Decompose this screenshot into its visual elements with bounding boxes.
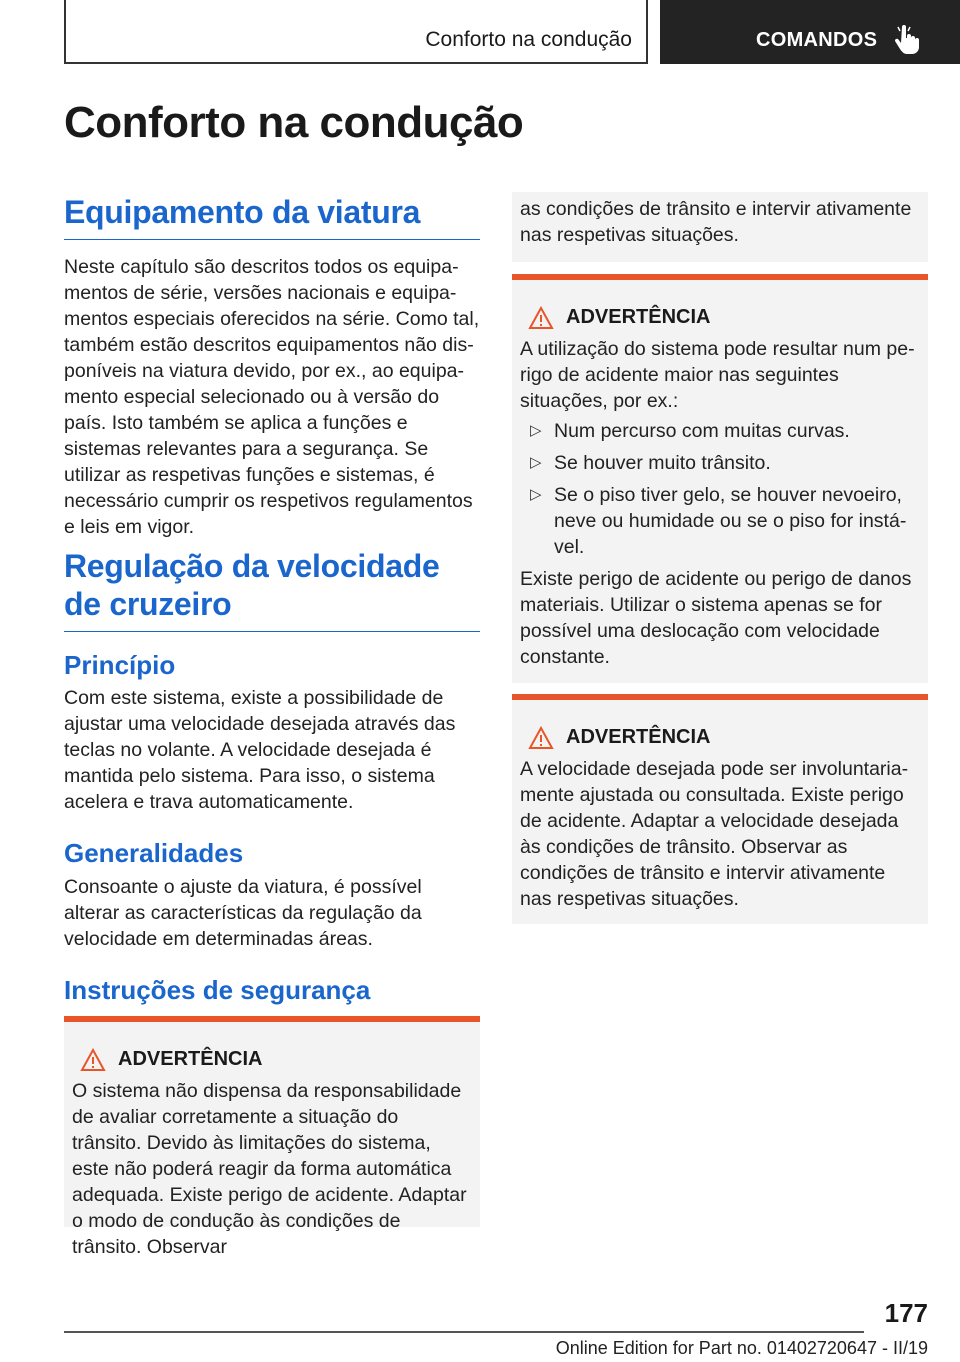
list-item-text: Se houver muito trânsito.	[554, 452, 771, 474]
warning-text: A velocidade desejada pode ser involuntariamente ajustada ou consultada. Existe perigo de acidente. Adaptar a velocidade desejada às condições de trânsito. Observar as condições de trânsito e intervir ativamente nas respetivas situações.	[520, 758, 909, 910]
warning-header	[520, 722, 920, 756]
list-item-text: Se o piso tiver gelo, se houver nevoeiro, neve ou humidade ou se o piso for instável.	[554, 484, 907, 558]
warning-outro-text: Existe perigo de acidente ou perigo de danos materiais. Utilizar o sistema apenas se for possível uma deslocação com velocidade constante.	[520, 568, 912, 668]
header-chapter-label: COMANDOS	[756, 29, 878, 51]
paragraph-generalidades: Consoante o ajuste da viatura, é possível alterar as características da regulação da velocidade em determinadas áreas.	[64, 876, 422, 950]
warning-title: ADVERTÊNCIA	[118, 1048, 263, 1070]
header-section-title: Conforto na condução	[425, 28, 632, 51]
page-title: Conforto na condução	[64, 98, 524, 147]
heading-equipamento: Equipamento da viatura	[64, 193, 480, 240]
warning-continuation-text: as condições de trânsito e intervir ativamente nas respetivas situações.	[520, 198, 912, 246]
footer-edition-text: Online Edition for Part no. 01402720647 - II/19	[555, 1338, 928, 1358]
warning-triangle-icon	[528, 726, 554, 750]
header-section-box	[64, 0, 648, 64]
triangle-right-bullet-icon: ▷	[530, 454, 542, 471]
list-item	[520, 482, 920, 560]
paragraph-principio: Com este sistema, existe a possibilidade de ajustar uma velocidade desejada através das teclas no volante. A velocidade desejada é mantida pelo sistema. Para isso, o sistema acelera e trava automaticamente.	[64, 687, 456, 813]
heading-instrucoes-seguranca: Instruções de segurança	[64, 975, 371, 1005]
warning-triangle-icon	[80, 1048, 106, 1072]
warning-continuation-box	[512, 192, 928, 262]
page-number: 177	[884, 1298, 928, 1328]
paragraph-equipamento: Neste capítulo são descritos todos os equipamentos de série, versões nacionais e equipamentos especiais oferecidos na série. Como tal, também estão descritos equipamentos não disponíveis na viatura devido, por ex., ao equipamento especial selecionado ou à versão do país. Isto também se aplica a funções e sistemas relevantes para a segurança. Se utilizar as respetivas funções e sistemas, é necessário cumprir os respetivos regulamentos e leis em vigor.	[64, 256, 480, 538]
header-chapter-tab	[660, 0, 960, 64]
hand-pointer-icon	[894, 25, 920, 55]
warning-box-3	[512, 694, 928, 924]
warning-text: O sistema não dispensa da responsabilidade de avaliar corretamente a situação do trânsito. Devido às limitações do sistema, este não poderá reagir da forma automática adequada. Existe perigo de acidente. Adaptar o modo de condução às condições de trânsito. Observar	[72, 1080, 467, 1258]
warning-box-1	[64, 1016, 480, 1258]
warning-title: ADVERTÊNCIA	[566, 726, 711, 748]
triangle-right-bullet-icon: ▷	[530, 422, 542, 439]
list-item-text: Num percurso com muitas curvas.	[554, 420, 850, 442]
warning-title: ADVERTÊNCIA	[566, 306, 711, 328]
warning-header	[520, 302, 920, 336]
warning-triangle-icon	[528, 306, 554, 330]
warning-intro-text: A utilização do sistema pode resultar num perigo de acidente maior nas seguintes situações, por ex.:	[520, 338, 915, 412]
list-item	[520, 450, 920, 476]
heading-generalidades: Generalidades	[64, 838, 244, 868]
heading-principio: Princípio	[64, 650, 176, 680]
warning-list	[520, 418, 920, 560]
list-item	[520, 418, 920, 444]
heading-regulacao-velocidade: Regulação da velocidade de cruzeiro	[64, 547, 480, 632]
warning-box-2	[512, 274, 928, 683]
triangle-right-bullet-icon: ▷	[530, 486, 542, 503]
warning-header	[72, 1044, 472, 1078]
footer-divider	[64, 1331, 864, 1333]
